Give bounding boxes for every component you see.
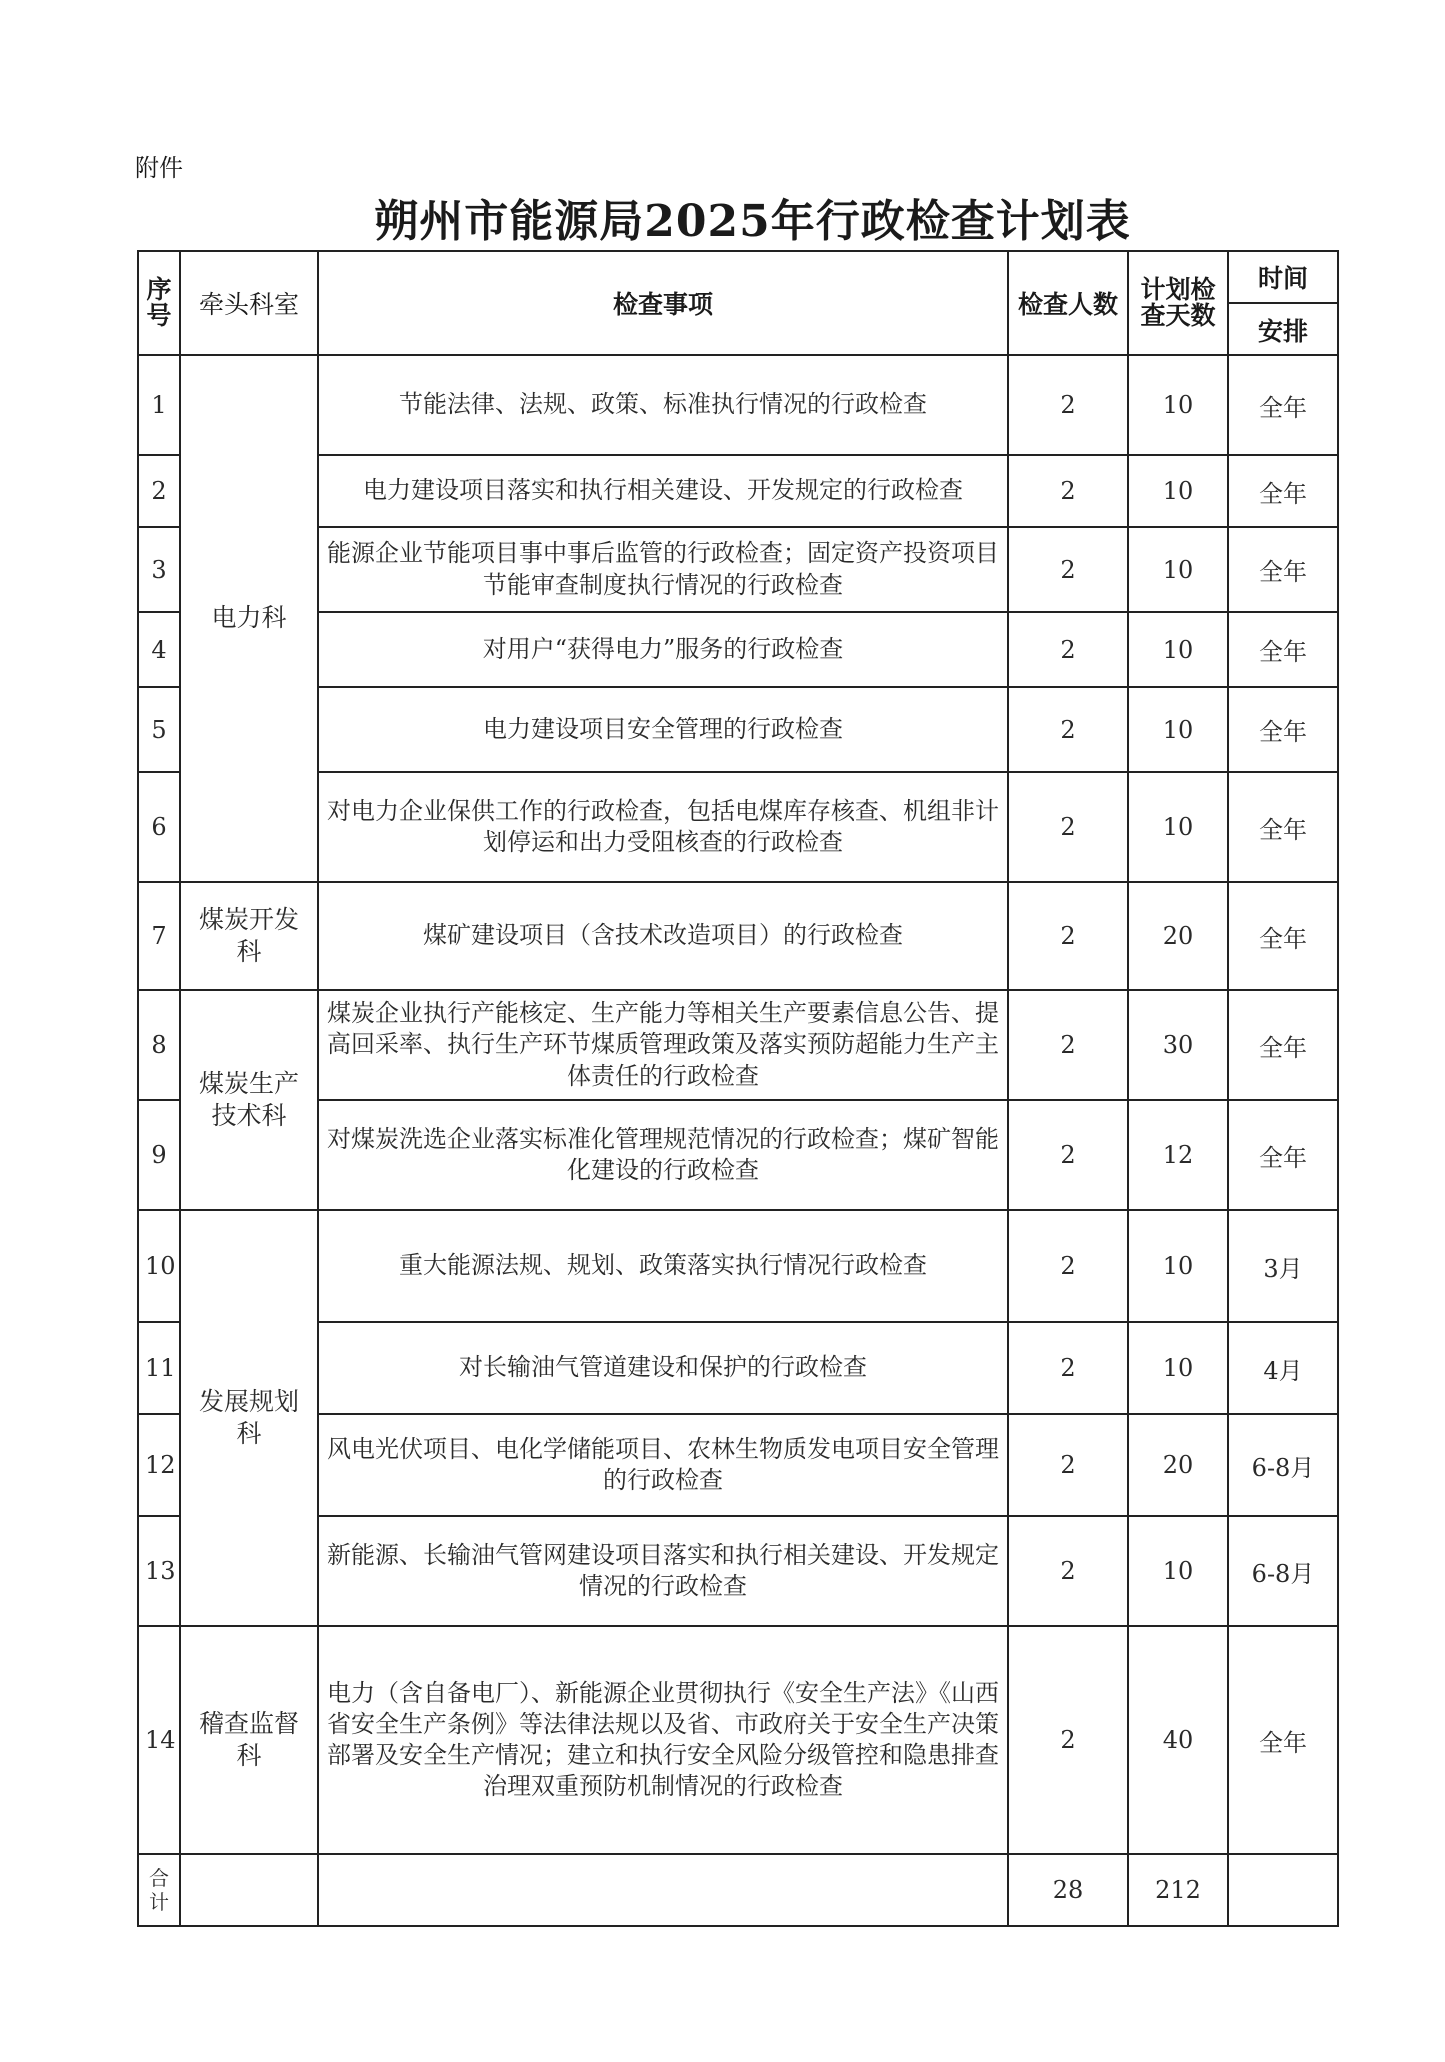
row-days: 10 (1128, 455, 1228, 527)
row-time: 全年 (1228, 355, 1338, 455)
table-row (138, 990, 1338, 1100)
row-item: 电力建设项目安全管理的行政检查 (318, 687, 1008, 772)
row-days: 10 (1128, 772, 1228, 882)
total-label: 合计 (138, 1854, 180, 1926)
row-dept: 稽查监督科 (180, 1626, 318, 1854)
total-time-empty (1228, 1854, 1338, 1926)
row-seq: 4 (138, 612, 180, 687)
total-row (138, 1854, 1338, 1926)
row-item: 煤炭企业执行产能核定、生产能力等相关生产要素信息公告、提高回采率、执行生产环节煤质管理政策及落实预防超能力生产主体责任的行政检查 (318, 990, 1008, 1100)
row-seq: 10 (138, 1210, 180, 1322)
row-seq: 3 (138, 527, 180, 612)
header-item: 检查事项 (318, 251, 1008, 355)
row-days: 20 (1128, 882, 1228, 990)
table-row (138, 1516, 1338, 1626)
row-people: 2 (1008, 1414, 1128, 1516)
row-seq: 5 (138, 687, 180, 772)
row-people: 2 (1008, 990, 1128, 1100)
row-item: 重大能源法规、规划、政策落实执行情况行政检查 (318, 1210, 1008, 1322)
header-row (138, 251, 1338, 355)
row-seq: 12 (138, 1414, 180, 1516)
row-people: 2 (1008, 1210, 1128, 1322)
total-dept-empty (180, 1854, 318, 1926)
table-row (138, 1414, 1338, 1516)
total-people: 28 (1008, 1854, 1128, 1926)
row-seq: 7 (138, 882, 180, 990)
row-seq: 1 (138, 355, 180, 455)
row-days: 12 (1128, 1100, 1228, 1210)
row-dept: 电力科 (180, 355, 318, 882)
table-row (138, 1626, 1338, 1854)
attachment-label: 附件 (135, 154, 183, 182)
row-time: 全年 (1228, 1100, 1338, 1210)
row-item: 能源企业节能项目事中事后监管的行政检查；固定资产投资项目节能审查制度执行情况的行政检查 (318, 527, 1008, 612)
row-seq: 6 (138, 772, 180, 882)
row-days: 10 (1128, 1322, 1228, 1414)
row-time: 全年 (1228, 612, 1338, 687)
row-dept: 煤炭开发科 (180, 882, 318, 990)
row-people: 2 (1008, 612, 1128, 687)
row-time: 全年 (1228, 687, 1338, 772)
table-row (138, 1210, 1338, 1322)
row-time: 全年 (1228, 990, 1338, 1100)
row-people: 2 (1008, 527, 1128, 612)
table-row (138, 882, 1338, 990)
row-time: 全年 (1228, 455, 1338, 527)
row-days: 10 (1128, 355, 1228, 455)
table-row (138, 355, 1338, 455)
row-time: 6-8月 (1228, 1414, 1338, 1516)
row-item: 对煤炭洗选企业落实标准化管理规范情况的行政检查；煤矿智能化建设的行政检查 (318, 1100, 1008, 1210)
row-time: 全年 (1228, 772, 1338, 882)
row-item: 电力（含自备电厂）、新能源企业贯彻执行《安全生产法》《山西省安全生产条例》等法律法规以及省、市政府关于安全生产决策部署及安全生产情况；建立和执行安全风险分级管控和隐患排查治理双重预防机制情况的行政检查 (318, 1626, 1008, 1854)
row-days: 10 (1128, 612, 1228, 687)
row-people: 2 (1008, 882, 1128, 990)
row-people: 2 (1008, 455, 1128, 527)
header-seq: 序 号 (138, 251, 180, 355)
page-title: 朔州市能源局2025年行政检查计划表 (374, 196, 1131, 247)
header-days: 计划检 查天数 (1128, 251, 1228, 355)
table-row (138, 527, 1338, 612)
row-seq: 9 (138, 1100, 180, 1210)
table-row (138, 455, 1338, 527)
row-people: 2 (1008, 772, 1128, 882)
row-item: 对长输油气管道建设和保护的行政检查 (318, 1322, 1008, 1414)
row-time: 4月 (1228, 1322, 1338, 1414)
table-row (138, 1100, 1338, 1210)
row-people: 2 (1008, 1100, 1128, 1210)
row-time: 全年 (1228, 527, 1338, 612)
row-time: 全年 (1228, 1626, 1338, 1854)
row-people: 2 (1008, 687, 1128, 772)
row-item: 新能源、长输油气管网建设项目落实和执行相关建设、开发规定情况的行政检查 (318, 1516, 1008, 1626)
row-item: 煤矿建设项目（含技术改造项目）的行政检查 (318, 882, 1008, 990)
row-days: 10 (1128, 1516, 1228, 1626)
row-time: 全年 (1228, 882, 1338, 990)
table-row (138, 612, 1338, 687)
row-days: 20 (1128, 1414, 1228, 1516)
row-seq: 14 (138, 1626, 180, 1854)
row-days: 30 (1128, 990, 1228, 1100)
row-people: 2 (1008, 1626, 1128, 1854)
row-days: 40 (1128, 1626, 1228, 1854)
row-item: 对电力企业保供工作的行政检查，包括电煤库存核查、机组非计划停运和出力受阻核查的行政检查 (318, 772, 1008, 882)
table-row (138, 772, 1338, 882)
header-time: 时间 安排 (1228, 251, 1338, 355)
row-seq: 13 (138, 1516, 180, 1626)
total-item-empty (318, 1854, 1008, 1926)
row-item: 电力建设项目落实和执行相关建设、开发规定的行政检查 (318, 455, 1008, 527)
row-seq: 2 (138, 455, 180, 527)
row-seq: 11 (138, 1322, 180, 1414)
row-people: 2 (1008, 355, 1128, 455)
row-days: 10 (1128, 687, 1228, 772)
row-time: 6-8月 (1228, 1516, 1338, 1626)
header-people: 检查人数 (1008, 251, 1128, 355)
header-dept: 牵头科室 (180, 251, 318, 355)
total-days: 212 (1128, 1854, 1228, 1926)
row-people: 2 (1008, 1516, 1128, 1626)
row-item: 对用户“获得电力”服务的行政检查 (318, 612, 1008, 687)
row-dept: 煤炭生产技术科 (180, 990, 318, 1210)
row-item: 风电光伏项目、电化学储能项目、农林生物质发电项目安全管理的行政检查 (318, 1414, 1008, 1516)
row-dept: 发展规划科 (180, 1210, 318, 1626)
row-people: 2 (1008, 1322, 1128, 1414)
table-row (138, 687, 1338, 772)
row-seq: 8 (138, 990, 180, 1100)
row-days: 10 (1128, 527, 1228, 612)
row-days: 10 (1128, 1210, 1228, 1322)
row-time: 3月 (1228, 1210, 1338, 1322)
row-item: 节能法律、法规、政策、标准执行情况的行政检查 (318, 355, 1008, 455)
table-row (138, 1322, 1338, 1414)
inspection-plan-table (137, 250, 1339, 1927)
